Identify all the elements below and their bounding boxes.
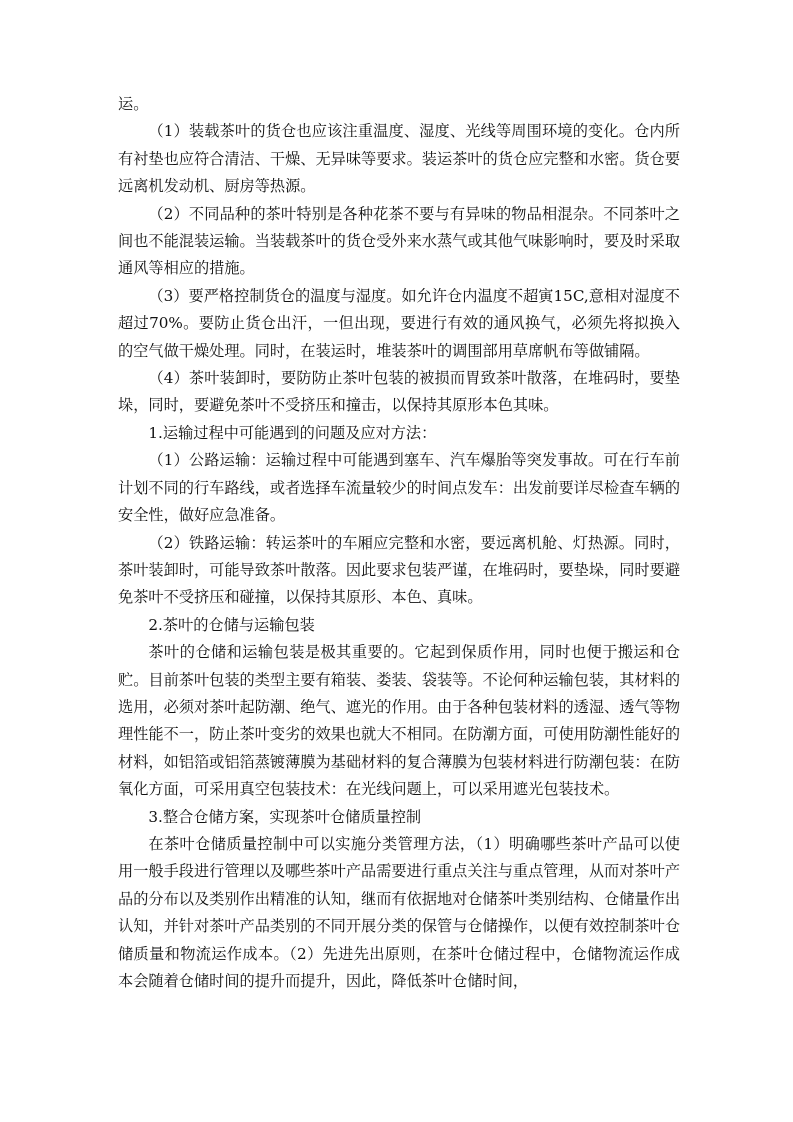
- paragraph-loading-unloading: （4）茶叶装卸时，要防防止茶叶包装的被损而胃致茶叶散落，在堆码时，要垫垛，同时，要避免茶叶不受挤压和撞击，以保持其原形本色其味。: [118, 369, 680, 415]
- paragraph-storage-packaging: 茶叶的仓储和运输包装是极其重要的。它起到保质作用，同时也便于搬运和仓贮。目前茶叶包装的类型主要有箱装、娄装、袋装等。不论何种运输包装，其材料的选用，必须对茶叶起防潮、绝气、遮光的作用。由于各种包装材料的透湿、透气等物理性能不一，防止茶叶变劣的效果也就大不相同。在防潮方面，可使用防潮性能好的材料，如铝箔或铝箔蒸镀薄膜为基础材料的复合薄膜为包装材料进行防潮包装：在防氧化方面，可采用真空包装技术：在光线问题上，可以采用遮光包装技术。: [118, 643, 680, 799]
- section-heading-storage-packaging: 2.茶叶的仓储与运输包装: [148, 615, 315, 634]
- document-body: [118, 91, 680, 995]
- paragraph-no-mixed-loading: （2）不同品种的茶叶特别是各种花茶不要与有异味的物品相混杂。不同茶叶之间也不能混装运输。当装载茶叶的货仓受外来水蒸气或其他气味影响时，要及时采取通风等相应的措施。: [118, 204, 680, 278]
- section-heading-transport-issues: 1.运输过程中可能遇到的问题及应对方法：: [148, 423, 437, 442]
- paragraph-temperature-humidity: （3）要严格控制货仓的温度与湿度。如允许仓内温度不超寅15C,意相对湿度不超过70%。要防止货仓出汗，一但出现，要进行有效的通风换气，必须先将拟换入的空气做干燥处理。同时，在装运时，堆装茶叶的调围部用草席帆布等做铺隔。: [118, 286, 680, 360]
- paragraph-cargo-hold-environment: （1）装载茶叶的货仓也应该注重温度、湿度、光线等周围环境的变化。仓内所有衬垫也应符合清洁、干燥、无异味等要求。装运茶叶的货仓应完整和水密。货仓要远离机发动机、厨房等热源。: [118, 122, 680, 196]
- paragraph-road-transport: （1）公路运输：运输过程中可能遇到塞车、汽车爆胎等突发事故。可在行车前计划不同的行车路线，或者选择车流量较少的时间点发车：出发前要详尽检查车辆的安全性，做好应急准备。: [118, 451, 680, 525]
- paragraph-quality-control: 在茶叶仓储质量控制中可以实施分类管理方法，（1）明确哪些茶叶产品可以使用一般手段进行管理以及哪些茶叶产品需要进行重点关注与重点管理，从而对茶叶产品的分布以及类别作出精准的认知，继而有依据地对仓储茶叶类别结构、仓储量作出认知，并针对茶叶产品类别的不同开展分类的保管与仓储操作，以便有效控制茶叶仓储质量和物流运作成本。（2）先进先出原则，在茶叶仓储过程中，仓储物流运作成本会随着仓储时间的提升而提升，因此，降低茶叶仓储时间，: [118, 834, 680, 990]
- paragraph-continuation: 运。: [118, 95, 149, 113]
- paragraph-rail-transport: （2）铁路运输：转运茶叶的车厢应完整和水密，要远离机舱、灯热源。同时，茶叶装卸时，可能导致茶叶散落。因此要求包装严谨，在堆码时，要垫垛，同时要避免茶叶不受挤压和碰撞，以保持其原形、本色、真味。: [118, 533, 680, 607]
- section-heading-quality-control: 3.整合仓储方案，实现茶叶仓储质量控制: [148, 807, 422, 826]
